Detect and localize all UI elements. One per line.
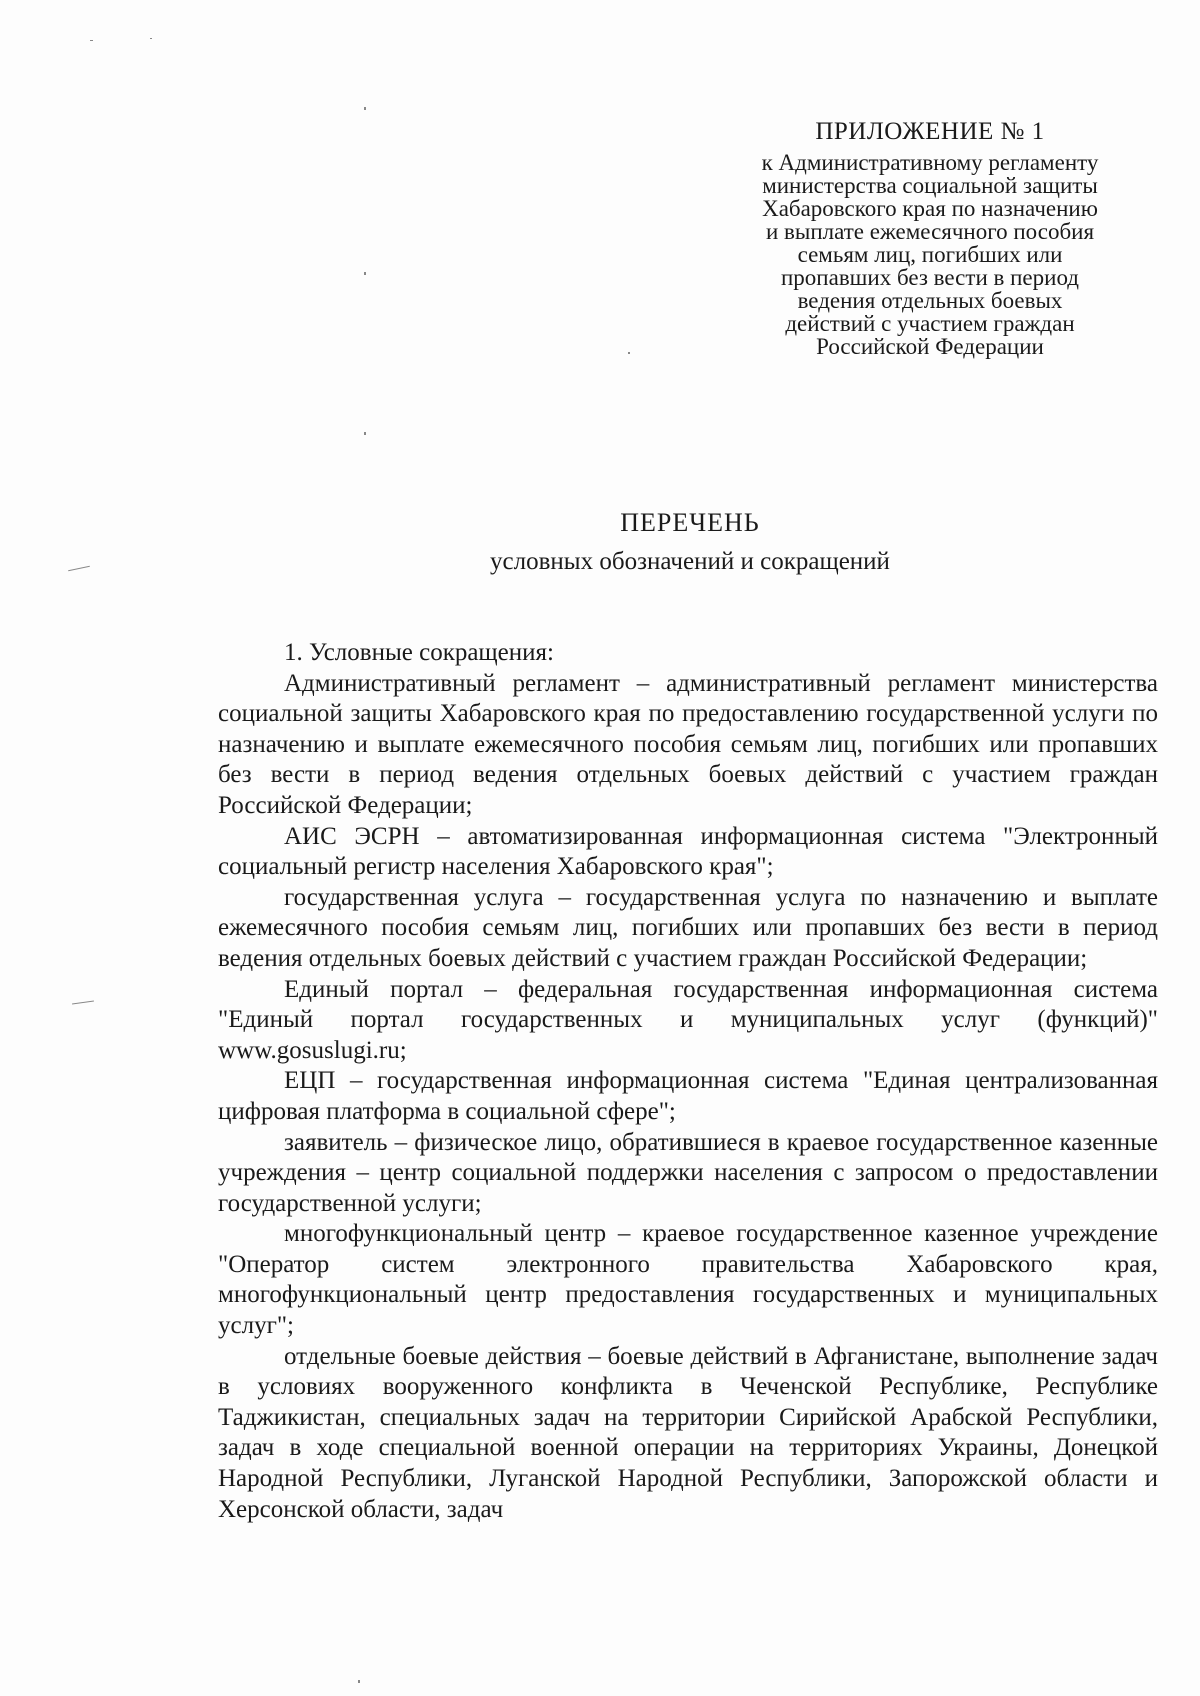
scan-speck bbox=[90, 40, 93, 41]
scan-speck bbox=[628, 352, 630, 354]
scan-speck bbox=[150, 38, 152, 39]
appendix-block bbox=[700, 120, 1160, 358]
definition-paragraph: отдельные боевые действия – боевые действий в Афганистане, выполнение задач в условиях вооруженного конфликта в Чеченской Республике, Республике Таджикистан, специальных задач на территории Сирийской Арабской Республики, задач в ходе специальной военной операции на территориях Украины, Донецкой Народной Республики, Луганской Народной Республики, Запорожской области и Херсонской области, задач bbox=[218, 1342, 1158, 1523]
scan-dash bbox=[68, 566, 90, 572]
scan-speck bbox=[364, 107, 366, 110]
appendix-line: министерства социальной защиты bbox=[762, 173, 1098, 198]
definition-paragraph: многофункциональный центр – краевое государственное казенное учреждение "Оператор систем электронного правительства Хабаровского края, многофункциональный центр предоставления государственных и муниципальных услуг"; bbox=[218, 1220, 1158, 1340]
appendix-line: ведения отдельных боевых bbox=[797, 288, 1063, 313]
definition-paragraph: Единый портал – федеральная государственная информационная система "Единый портал государственных и муниципальных услуг (функций)" www.gosuslugi.ru; bbox=[218, 975, 1158, 1064]
scan-speck bbox=[358, 1680, 360, 1683]
definition-paragraph: ЕЦП – государственная информационная система "Единая централизованная цифровая платформа в социальной сфере"; bbox=[218, 1067, 1158, 1125]
document-body bbox=[218, 638, 1158, 1525]
definition-paragraph: Административный регламент – административный регламент министерства социальной защиты Хабаровского края по предоставлению государственной услуги по назначению и выплате ежемесячного пособия семьям лиц, погибших или пропавших без вести в период ведения отдельных боевых действий с участием граждан Российской Федерации; bbox=[218, 669, 1158, 819]
definition-paragraph: государственная услуга – государственная услуга по назначению и выплате ежемесячного пособия семьям лиц, погибших или пропавших без вести в период ведения отдельных боевых действий с участием граждан Российской Федерации; bbox=[218, 883, 1158, 972]
definition-paragraph: заявитель – физическое лицо, обратившиеся в краевое государственное казенные учреждения – центр социальной поддержки населения с запросом о предоставлении государственной услуги; bbox=[218, 1128, 1158, 1217]
appendix-line: к Административному регламенту bbox=[761, 150, 1099, 175]
appendix-line: Российской Федерации bbox=[816, 334, 1044, 359]
appendix-line: пропавших без вести в период bbox=[781, 265, 1079, 290]
scan-speck bbox=[364, 432, 366, 435]
appendix-title: ПРИЛОЖЕНИЕ № 1 bbox=[815, 118, 1045, 145]
appendix-line: и выплате ежемесячного пособия bbox=[765, 219, 1095, 244]
document-title: ПЕРЕЧЕНЬ bbox=[620, 508, 760, 537]
section-title: 1. Условные сокращения: bbox=[284, 639, 554, 666]
appendix-line: действий с участием граждан bbox=[785, 311, 1075, 336]
appendix-line: семьям лиц, погибших или bbox=[797, 242, 1063, 267]
scan-speck bbox=[364, 272, 366, 275]
scan-dash bbox=[72, 1000, 94, 1004]
document-subtitle: условных обозначений и сокращений bbox=[490, 548, 890, 575]
definition-paragraph: АИС ЭСРН – автоматизированная информационная система "Электронный социальный регистр населения Хабаровского края"; bbox=[218, 822, 1158, 881]
appendix-line: Хабаровского края по назначению bbox=[762, 196, 1098, 221]
document-heading bbox=[380, 508, 1000, 576]
